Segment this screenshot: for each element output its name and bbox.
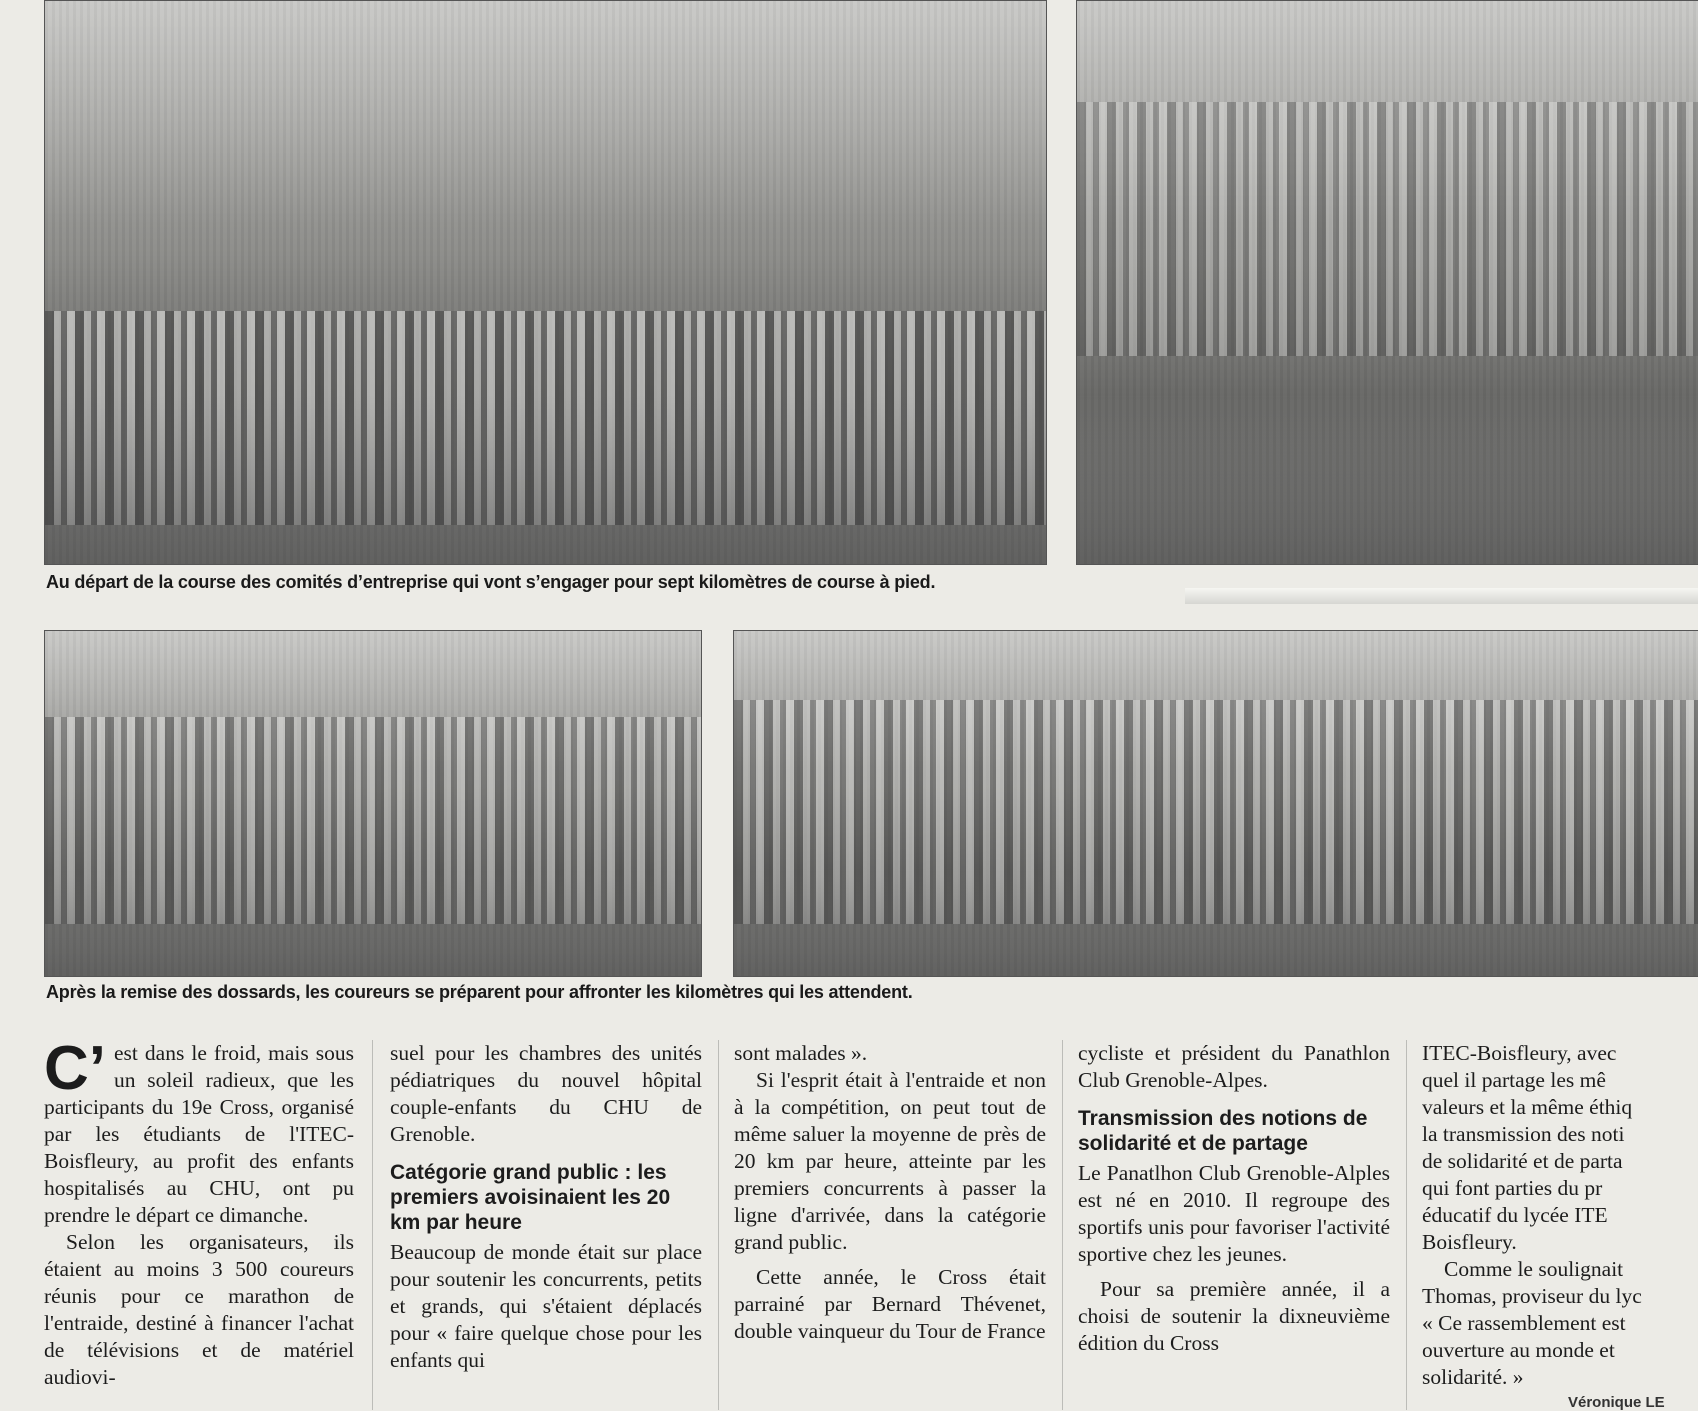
paragraph: suel pour les chambres des unités pédiatriques du nouvel hôpital couple-enfants du CHU de Grenoble. — [390, 1041, 702, 1146]
text-line: de solidarité et de parta — [1422, 1149, 1623, 1173]
paragraph: sont malades ». — [734, 1041, 868, 1065]
runners-photo — [1076, 0, 1698, 565]
paragraph: Cette année, le Cross était parrainé par Bernard Thévenet, double vainqueur du Tour de France — [734, 1265, 1046, 1343]
subheading-grand-public: Catégorie grand public : les premiers avoisinaient les 20 km par heure — [390, 1161, 671, 1234]
text-line: Boisfleury. — [1422, 1230, 1517, 1254]
article-column-5 — [1422, 1040, 1698, 1410]
text-line: Thomas, proviseur du lyc — [1422, 1284, 1642, 1308]
paper-fold — [1185, 588, 1698, 604]
drop-cap: C’ — [44, 1040, 106, 1103]
text-line: « Ce rassemblement est — [1422, 1311, 1626, 1335]
paragraph: Le Panatlhon Club Grenoble-Alples est né en 2010. Il regroupe des sportifs unis pour favoriser l'activité sportive chez les jeunes. — [1078, 1161, 1390, 1266]
paragraph: Si l'esprit était à l'entraide et non à la compétition, on peut tout de même saluer la moyenne de près de 20 km par heure, atteinte par les premiers concurrents à passer la ligne d'arrivée, dans la catégorie grand public. — [734, 1068, 1046, 1254]
start-line-photo — [44, 0, 1047, 565]
bib-distribution-left-photo — [44, 630, 702, 977]
text-line: éducatif du lycée ITE — [1422, 1203, 1608, 1227]
paragraph: Beaucoup de monde était sur place pour soutenir les concurrents, petits et grands, qui s'étaient déplacés pour « faire quelque chose pour les enfants qui — [390, 1240, 702, 1372]
text-line: la transmission des noti — [1422, 1122, 1625, 1146]
bib-distribution-caption: Après la remise des dossards, les coureurs se préparent pour affronter les kilomètres qui les attendent. — [46, 982, 913, 1002]
text-line: ouverture au monde et — [1422, 1338, 1615, 1362]
article-column-4 — [1078, 1040, 1390, 1410]
article-column-2 — [390, 1040, 702, 1410]
text-line: quel il partage les mê — [1422, 1068, 1606, 1092]
text-line: valeurs et la même éthiq — [1422, 1095, 1633, 1119]
article-column-3 — [734, 1040, 1046, 1410]
article-column-1 — [44, 1040, 354, 1410]
column-divider — [1062, 1040, 1063, 1410]
text-line: ITEC-Boisfleury, avec — [1422, 1041, 1617, 1065]
text-line: qui font parties du pr — [1422, 1176, 1603, 1200]
start-line-caption: Au départ de la course des comités d’entreprise qui vont s’engager pour sept kilomètres de course à pied. — [46, 572, 936, 592]
text-line: Comme le soulignait — [1444, 1257, 1624, 1281]
paragraph: Pour sa première année, il a choisi de soutenir la dixneuvième édition du Cross — [1078, 1277, 1390, 1355]
subheading-transmission: Transmission des notions de solidarité et de partage — [1078, 1107, 1368, 1155]
lead-paragraph: est dans le froid, mais sous un soleil radieux, que les participants du 19e Cross, organisé par les étudiants de l'ITEC-Boisfleury, au profit des enfants hospitalisés au CHU, ont pu prendre le départ ce dimanche. — [44, 1041, 354, 1227]
author-byline: Véronique LE — [1568, 1394, 1665, 1411]
column-divider — [1406, 1040, 1407, 1410]
text-line: solidarité. » — [1422, 1365, 1524, 1389]
column-divider — [372, 1040, 373, 1410]
paragraph: cycliste et président du Panathlon Club Grenoble-Alpes. — [1078, 1041, 1390, 1092]
paragraph: Selon les organisateurs, ils étaient au moins 3 500 coureurs réunis pour ce marathon de l'entraide, destiné à financer l'achat de télévisions et de matériel audiovi- — [44, 1230, 354, 1389]
bib-distribution-right-photo — [733, 630, 1698, 977]
column-divider — [718, 1040, 719, 1410]
